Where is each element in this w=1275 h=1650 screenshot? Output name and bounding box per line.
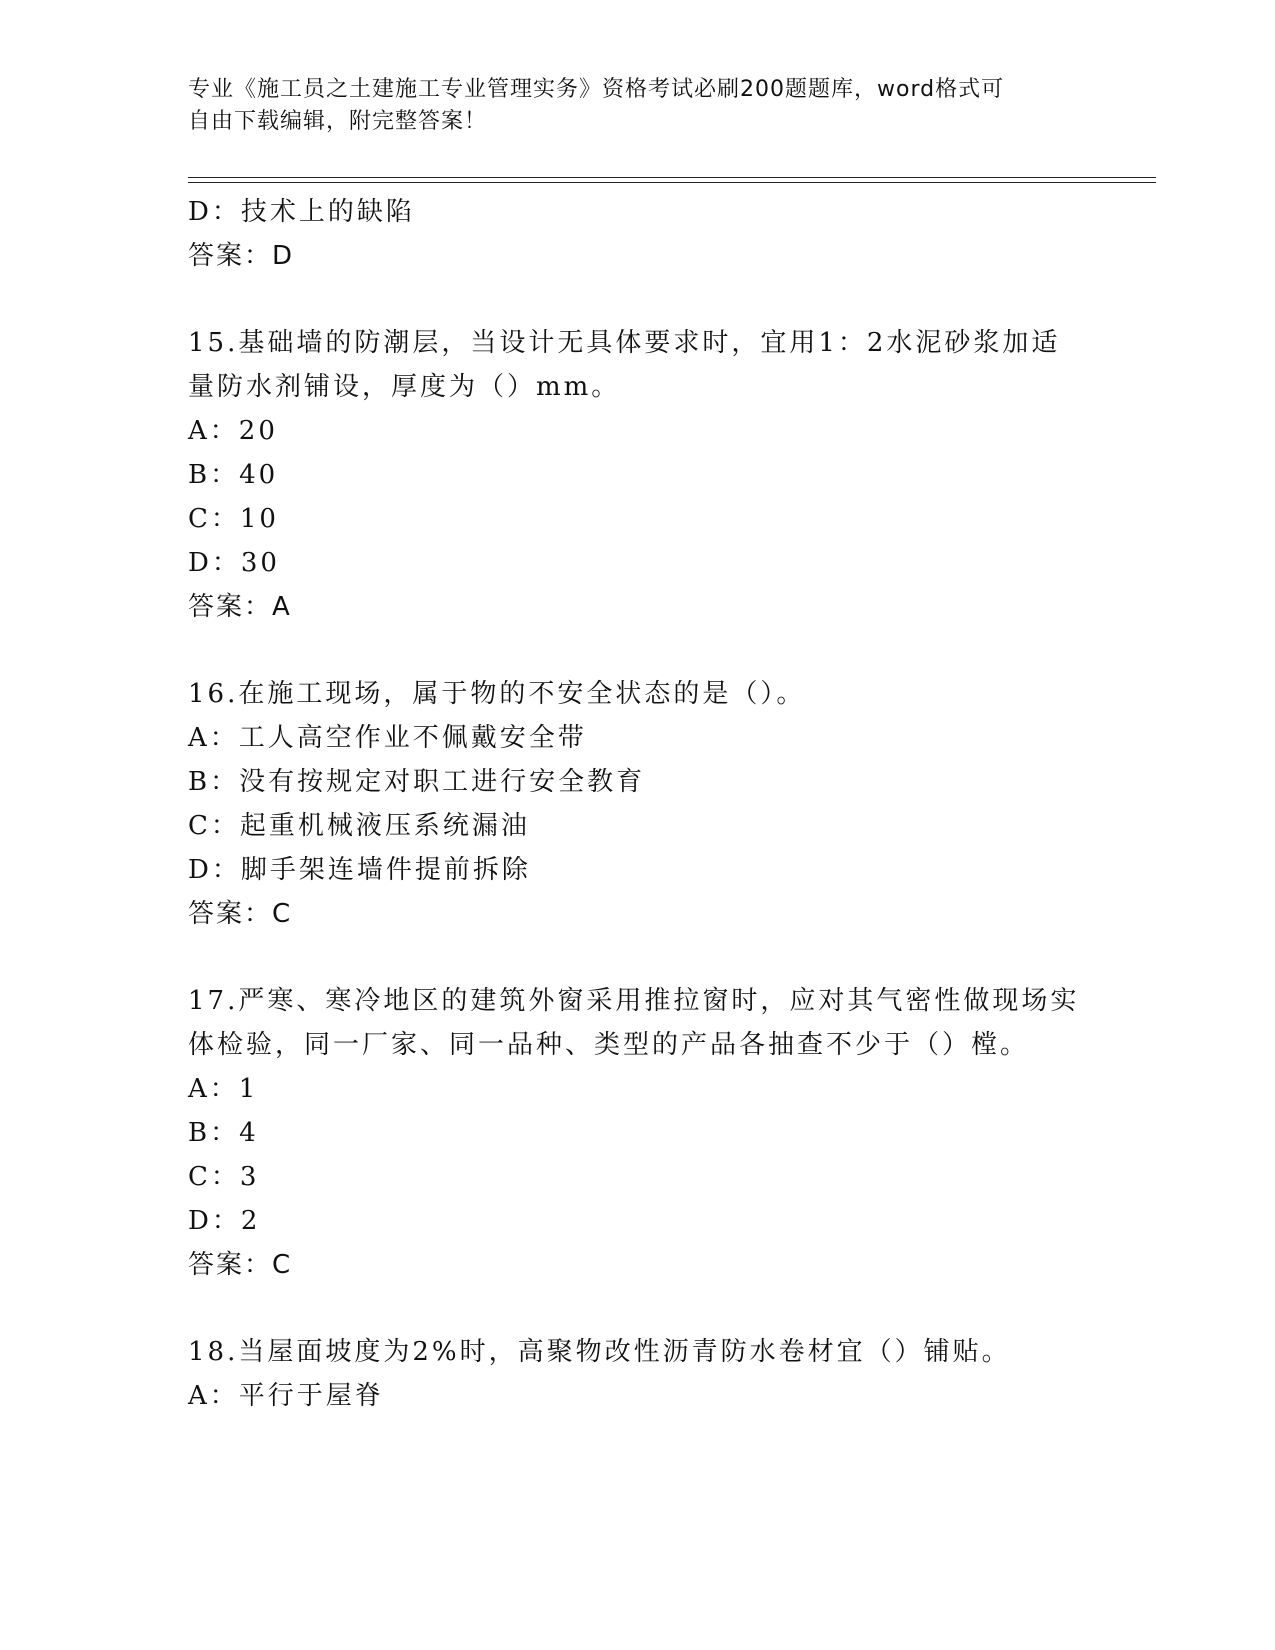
question-16-option-a: A：工人高空作业不佩戴安全带 <box>188 723 587 753</box>
question-16-option-c: C：起重机械液压系统漏油 <box>188 811 530 841</box>
question-15-option-c: C：10 <box>188 504 279 534</box>
question-17-answer: 答案：C <box>188 1250 293 1280</box>
question-18-option-a: A：平行于屋脊 <box>188 1381 384 1411</box>
question-17-stem-line-2: 体检验，同一厂家、同一品种、类型的产品各抽查不少于（）樘。 <box>188 1030 1030 1060</box>
question-17-option-d: D：2 <box>188 1206 261 1236</box>
question-18-stem-line-1: 18.当屋面坡度为2%时，高聚物改性沥青防水卷材宜（）铺贴。 <box>188 1337 1011 1367</box>
prev-answer: 答案：D <box>188 241 295 271</box>
header-divider-bottom <box>188 182 1156 183</box>
question-15-stem-line-2: 量防水剂铺设，厚度为（）mm。 <box>188 372 621 402</box>
question-16-option-b: B：没有按规定对职工进行安全教育 <box>188 767 646 797</box>
question-15-option-b: B：40 <box>188 460 279 490</box>
question-17-stem-line-1: 17.严寒、寒冷地区的建筑外窗采用推拉窗时，应对其气密性做现场实 <box>188 986 1080 1016</box>
question-15-option-a: A：20 <box>188 416 278 446</box>
question-16-answer: 答案：C <box>188 899 293 929</box>
prev-option-d: D：技术上的缺陷 <box>188 197 415 227</box>
header-line-2: 自由下载编辑，附完整答案！ <box>188 109 488 134</box>
question-15-answer: 答案：A <box>188 592 292 622</box>
question-17-option-c: C：3 <box>188 1162 260 1192</box>
question-17-option-a: A：1 <box>188 1074 259 1104</box>
document-header <box>188 74 1068 138</box>
question-17-option-b: B：4 <box>188 1118 259 1148</box>
question-15-option-d: D：30 <box>188 548 280 578</box>
header-divider-top <box>188 177 1156 178</box>
question-15-stem-line-1: 15.基础墙的防潮层，当设计无具体要求时，宜用1：2水泥砂浆加适 <box>188 328 1061 358</box>
question-16-stem-line-1: 16.在施工现场，属于物的不安全状态的是（）。 <box>188 679 806 709</box>
header-line-1: 专业《施工员之土建施工专业管理实务》资格考试必刷200题题库，word格式可 <box>188 77 1005 102</box>
question-16-option-d: D：脚手架连墙件提前拆除 <box>188 855 531 885</box>
